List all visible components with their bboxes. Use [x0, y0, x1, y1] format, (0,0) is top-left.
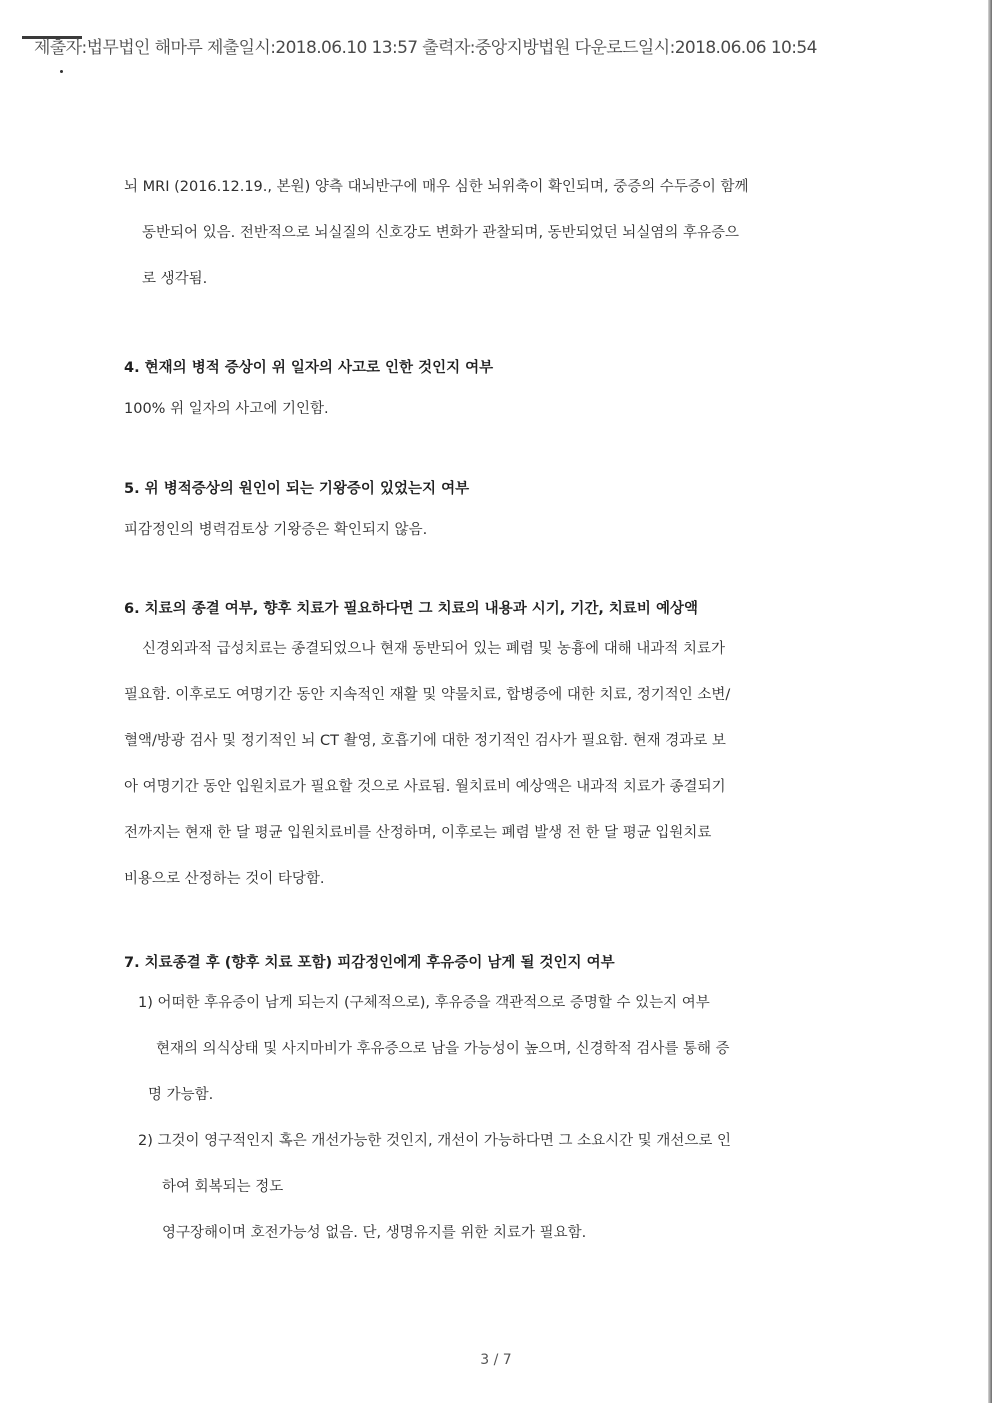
section-6-line-3: 혈액/방광 검사 및 정기적인 뇌 CT 촬영, 호흡기에 대한 정기적인 검사가 필요함. 현재 경과로 보	[124, 733, 726, 749]
mri-line-2: 동반되어 있음. 전반적으로 뇌실질의 신호강도 변화가 관찰되며, 동반되었던 뇌실염의 후유증으	[142, 225, 739, 241]
section-4-body: 100% 위 일자의 사고에 기인함.	[124, 401, 329, 417]
section-6-line-6: 비용으로 산정하는 것이 타당함.	[124, 871, 325, 887]
section-6-line-5: 전까지는 현재 한 달 평균 입원치료비를 산정하며, 이후로는 폐렴 발생 전 한 달 평균 입원치료	[124, 825, 712, 841]
section-7-answer-2: 영구장해이며 호전가능성 없음. 단, 생명유지를 위한 치료가 필요함.	[162, 1225, 587, 1241]
submission-stamp: 제출자:법무법인 해마루 제출일시:2018.06.10 13:57 출력자:중앙지방법원 다운로드일시:2018.06.06 10:54	[34, 38, 817, 58]
section-5-body: 피감정인의 병력검토상 기왕증은 확인되지 않음.	[124, 522, 428, 538]
section-7-question-2-line-2: 하여 회복되는 정도	[162, 1179, 284, 1195]
mri-line-3: 로 생각됨.	[142, 271, 208, 287]
section-7-question-2-line-1: 2) 그것이 영구적인지 혹은 개선가능한 것인지, 개선이 가능하다면 그 소요시간 및 개선으로 인	[138, 1133, 732, 1149]
mri-line-1: 뇌 MRI (2016.12.19., 본원) 양측 대뇌반구에 매우 심한 뇌위축이 확인되며, 중증의 수두증이 함께	[124, 179, 749, 195]
page-edge	[988, 0, 992, 1403]
section-7-answer-1-line-1: 현재의 의식상태 및 사지마비가 후유증으로 남을 가능성이 높으며, 신경학적 검사를 통해 증	[156, 1041, 730, 1057]
section-6-title: 6. 치료의 종결 여부, 향후 치료가 필요하다면 그 치료의 내용과 시기, 기간, 치료비 예상액	[124, 601, 698, 617]
section-6-line-4: 아 여명기간 동안 입원치료가 필요할 것으로 사료됨. 월치료비 예상액은 내과적 치료가 종결되기	[124, 779, 726, 795]
section-4-title: 4. 현재의 병적 증상이 위 일자의 사고로 인한 것인지 여부	[124, 360, 494, 376]
section-5-title: 5. 위 병적증상의 원인이 되는 기왕증이 있었는지 여부	[124, 481, 470, 497]
section-7-title: 7. 치료종결 후 (향후 치료 포함) 피감정인에게 후유증이 남게 될 것인지 여부	[124, 955, 615, 971]
page-number: 3 / 7	[480, 1352, 512, 1368]
section-6-line-1: 신경외과적 급성치료는 종결되었으나 현재 동반되어 있는 폐렴 및 농흉에 대해 내과적 치료가	[142, 641, 725, 657]
section-7-question-1: 1) 어떠한 후유증이 남게 되는지 (구체적으로), 후유증을 객관적으로 증명할 수 있는지 여부	[138, 995, 710, 1011]
section-6-line-2: 필요함. 이후로도 여명기간 동안 지속적인 재활 및 약물치료, 합병증에 대한 치료, 정기적인 소변/	[124, 687, 731, 703]
scan-speck	[60, 70, 63, 73]
section-7-answer-1-line-2: 명 가능함.	[148, 1087, 214, 1103]
